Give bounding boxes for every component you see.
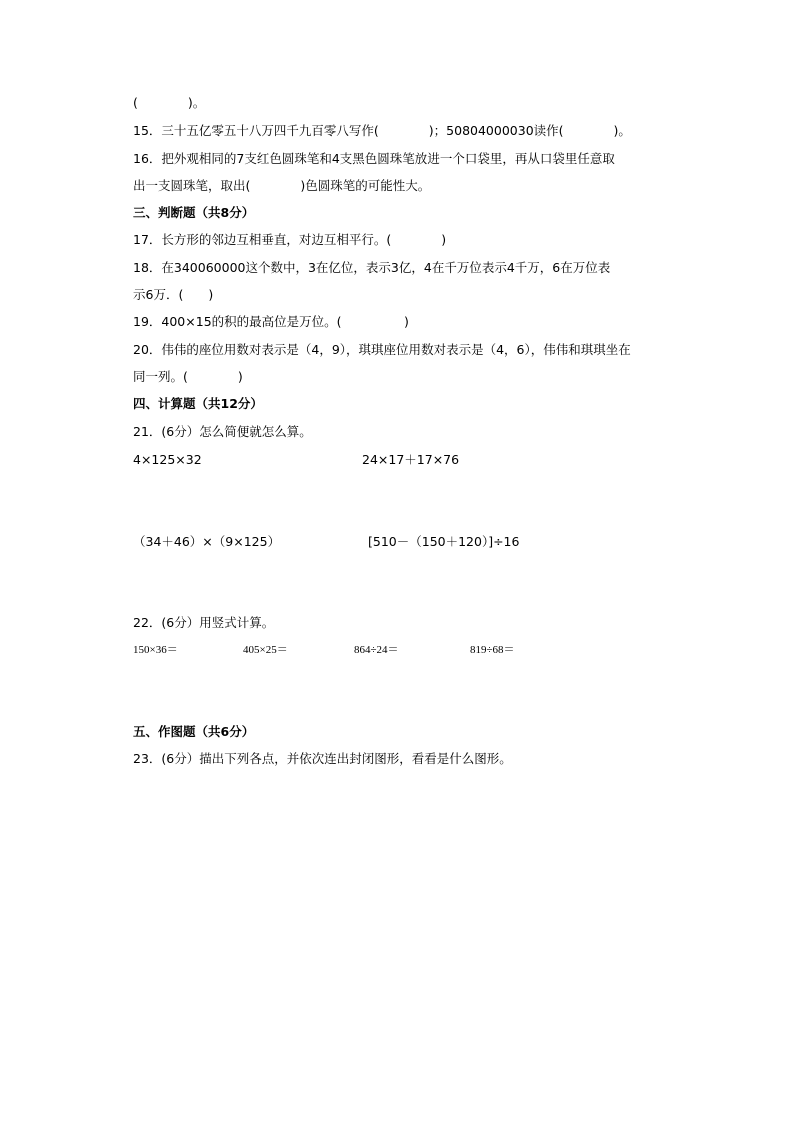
question-17: 17．长方形的邻边互相垂直，对边互相平行。( ) — [133, 232, 447, 247]
section-3-heading: 三、判断题（共8分） — [133, 205, 255, 220]
question-20-line1: 20．伟伟的座位用数对表示是（4，9），琪琪座位用数对表示是（4，6），伟伟和琪琪坐在 — [133, 342, 631, 357]
vertical-calc-3: 864÷24＝ — [354, 644, 399, 656]
question-18-line1: 18．在340060000这个数中，3在亿位，表示3亿，4在千万位表示4千万，6在万位表 — [133, 260, 611, 275]
calc-expression-1: 4×125×32 — [133, 452, 202, 467]
calc-expression-4: [510－（150＋120）]÷16 — [368, 534, 520, 549]
section-5-heading: 五、作图题（共6分） — [133, 724, 255, 739]
calc-expression-3: （34＋46）×（9×125） — [133, 534, 281, 549]
vertical-calc-1: 150×36＝ — [133, 644, 178, 656]
question-16-line1: 16．把外观相同的7支红色圆珠笔和4支黑色圆珠笔放进一个口袋里，再从口袋里任意取 — [133, 151, 615, 166]
question-21: 21．(6分）怎么简便就怎么算。 — [133, 424, 312, 439]
question-19: 19．400×15的积的最高位是万位。( ) — [133, 314, 409, 329]
vertical-calc-2: 405×25＝ — [243, 644, 288, 656]
vertical-calc-4: 819÷68＝ — [470, 644, 515, 656]
question-20-line2: 同一列。( ) — [133, 369, 243, 384]
question-23: 23．(6分）描出下列各点，并依次连出封闭图形，看看是什么图形。 — [133, 751, 512, 766]
section-4-heading: 四、计算题（共12分） — [133, 396, 263, 411]
calc-expression-2: 24×17＋17×76 — [362, 452, 460, 467]
question-16-line2: 出一支圆珠笔，取出( )色圆珠笔的可能性大。 — [133, 178, 431, 193]
question-15: 15．三十五亿零五十八万四千九百零八写作( )；50804000030读作( )。 — [133, 123, 631, 138]
q14-answer-blank-line: ( )。 — [133, 95, 206, 110]
question-18-line2: 示6万．( ) — [133, 287, 214, 302]
question-22: 22．(6分）用竖式计算。 — [133, 615, 275, 630]
